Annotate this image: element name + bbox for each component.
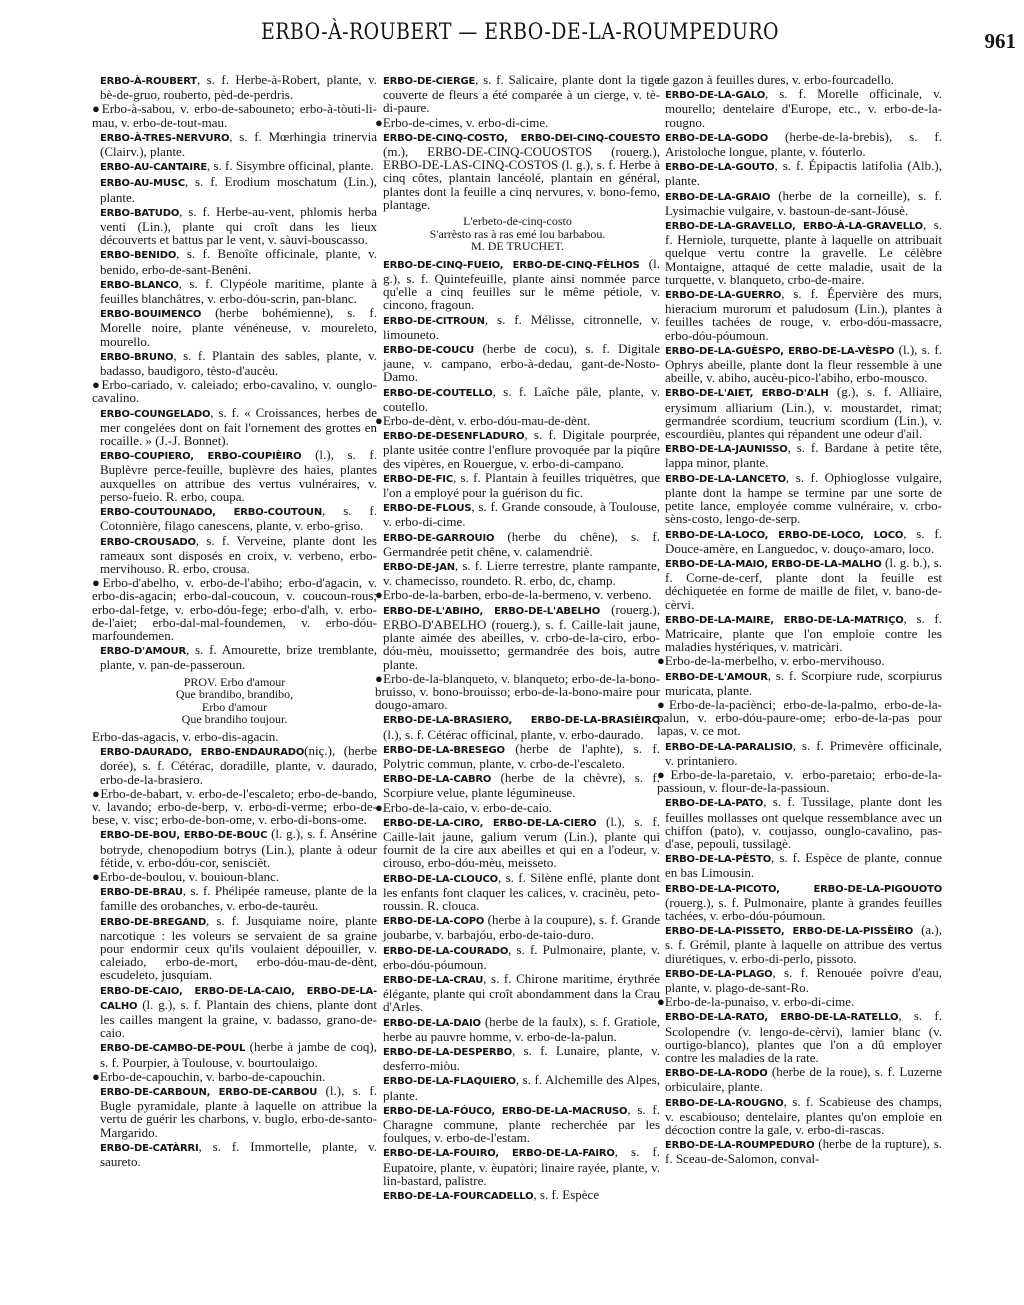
dictionary-entry xyxy=(375,603,660,671)
entry-definition: , s. f. Charagne commune, plante recherchée par les foulques, v. erbo-de-l'estam. xyxy=(383,1101,660,1146)
entry-definition: ●Erbo-de-capouchin, v. barbo-de-capouchin. xyxy=(92,1068,326,1084)
dictionary-entry xyxy=(375,428,660,470)
dictionary-entry xyxy=(657,1009,942,1064)
cross-reference-entry xyxy=(92,870,377,883)
verse-line: Que brandibo, brandibo, xyxy=(175,687,294,702)
dictionary-entry xyxy=(375,500,660,528)
entry-headword: ERBO-DE-CAMBO-DE-POUL xyxy=(100,1043,246,1055)
dictionary-entry xyxy=(657,343,942,385)
entry-headword: ERBO-À-ROUBERT xyxy=(100,76,197,87)
dictionary-entry xyxy=(92,175,377,203)
entry-headword: ERBO-COUPIERO, ERBO-COUPIÈIRO xyxy=(100,451,302,463)
entry-headword: ERBO-DE-LA-FÓUCO, ERBO-DE-LA-MACRUSO xyxy=(383,1105,628,1117)
entry-definition: , s. f. Lierre terrestre, plante rampante, v. chamecisso, roundeto. R. erbo, dc, champ. xyxy=(383,558,660,589)
dictionary-entry xyxy=(92,744,377,786)
dictionary-entry xyxy=(375,972,660,1014)
entry-definition: , s. f. Herniole, turquette, plante à laquelle on attribuait quelque vertu contre la gravelle. Le célèbre Montaigne, attaqué de cette maladie, usait de la turquette, v. blanqueto, crbo-de-maire. xyxy=(665,217,942,287)
entry-definition: (rouerg.), s. f. Pulmonaire, plante à grandes feuilles tachées, v. erbo-dóu-póumoun. xyxy=(665,894,942,923)
dictionary-entry xyxy=(375,530,660,558)
entry-headword: ERBO-DE-LA-PÈSTO xyxy=(665,854,772,866)
entry-headword: ERBO-DE-CIERGE xyxy=(383,76,476,87)
entry-definition: , s. f. Silène enflé, plante dont les enfants font claquer les calices, v. cracinèu, peto-roussin. R. clouca. xyxy=(383,869,660,913)
entry-headword: ERBO-DE-LA-GUERRO xyxy=(665,290,782,302)
entry-definition: , s. f. Jusquiame noire, plante narcotique : les voleurs se servaient de sa graine pour endormir ceux qu'ils voulaient dépouiller, v. caleiado, erbo-de-mort, erbo-dóu-mau-de-dènt, escudeleto, jusquiam. xyxy=(100,912,377,983)
dictionary-entry xyxy=(657,923,942,965)
entry-definition: ●Erbo-de-la-paretaio, v. erbo-paretaio; erbo-de-la-passioun, v. flour-de-la-passioun. xyxy=(657,766,942,796)
entry-headword: ERBO-DE-LA-FOURCADELLO xyxy=(383,1191,534,1203)
dictionary-entry xyxy=(92,406,377,448)
entry-definition: , s. f. Chirone maritime, érythrée élégante, plante qui croît abondamment dans la Crau d'Arles. xyxy=(383,970,660,1015)
verse-line: S'arrèsto ras à ras emé lou barbabou. xyxy=(429,226,606,241)
entry-definition: (l.), s. f. Buplèvre perce-feuille, buplèvre des haies, plantes auxquelles on attribue des vertus vulnéraires, v. perso-fueio. R. erbo, coupa. xyxy=(100,447,377,504)
entry-headword: ERBO-DE-LA-JAUNISSO xyxy=(665,444,788,456)
entry-definition: (l.), s. f. Caille-lait jaune, galium verum (Lin.), plante qui fournit de la cire aux abeilles et qui en a l'odeur, v. cirouso, erbo-dóu-mèu, meisseto. xyxy=(383,813,660,871)
entry-definition: , s. f. Verveine, plante dont les rameaux sont disposés en croix, v. verbeno, erbo-mervihouso. R. erbo, crousa. xyxy=(100,532,377,576)
dictionary-entry xyxy=(375,742,660,770)
entry-headword: ERBO-DE-LA-LANCETO xyxy=(665,473,786,485)
dictionary-entry xyxy=(375,943,660,971)
entry-definition: , s. f. Espèce xyxy=(533,1187,600,1203)
dictionary-entry xyxy=(375,771,660,799)
entry-headword: ERBO-DE-LA-PLAGO xyxy=(665,968,773,980)
entry-headword: ERBO-DE-LA-PATO xyxy=(665,798,764,810)
entry-headword: ERBO-DE-LA-GODO xyxy=(665,132,769,144)
running-header xyxy=(60,20,1016,54)
entry-definition: (m.), ERBO-DE-CINQ-COUOSTOS (rouerg.), ERBO-DE-LAS-CINQ-COSTOS (l. g.), s. f. Herbe à cinq côtes, plantain lancéolé, plantain en général, plantes dont la feuille a cinq nervures, v. bono-femo, plantage. xyxy=(383,144,660,212)
cross-reference-entry xyxy=(92,102,377,128)
cross-reference-entry xyxy=(375,672,660,712)
entry-headword: ERBO-DE-LA-GRAIO xyxy=(665,191,771,203)
entry-headword: ERBO-DE-LA-GRAVELLO, ERBO-À-LA-GRAVELLO xyxy=(665,221,923,233)
verse-line: L'erbeto-de-cinq-costo xyxy=(463,214,572,229)
entry-definition: ●Erbo-à-sabou, v. erbo-de-sabouneto; erbo-à-tòuti-li-mau, v. erbo-de-tout-mau. xyxy=(92,101,377,130)
dictionary-entry xyxy=(657,795,942,850)
dictionary-entry xyxy=(657,966,942,994)
cross-reference-entry xyxy=(375,588,660,601)
dictionary-entry xyxy=(375,342,660,384)
verse-quote xyxy=(92,676,377,726)
entry-headword: ERBO-DE-LA-GOUTO xyxy=(665,162,775,174)
verse-quote xyxy=(375,215,660,253)
entry-headword: ERBO-DE-LA-COPO xyxy=(383,916,485,928)
dictionary-entry xyxy=(375,1103,660,1145)
entry-definition: , s. f. « Croissances, herbes de mer congelées dont on fait l'ornement des grottes en rocaille. » (J.-J. Bonnet). xyxy=(100,404,377,449)
dictionary-entry xyxy=(375,913,660,941)
entry-headword: ERBO-DE-CAIO, ERBO-DE-LA-CAIO, ERBO-DE-LA-CALHO xyxy=(100,985,377,1012)
dictionary-entry xyxy=(375,385,660,413)
entry-headword: ERBO-BLANCO xyxy=(100,279,179,291)
dictionary-entry xyxy=(657,527,942,555)
entry-definition: , s. f. Scorpiure rude, scorpiurus muricata, plante. xyxy=(665,667,942,698)
entry-definition: , s. f. Digitale pourprée, plante usitée contre l'enflure provoquée par la piqûre des vipères, en Rouergue, v. erbo-di-campano. xyxy=(383,427,660,471)
cross-reference-entry xyxy=(92,730,377,743)
entry-headword: ERBO-DE-LA-MAIO, ERBO-DE-LA-MALHO xyxy=(665,558,882,570)
entry-definition: (herbe de la faulx), s. f. Gratiole, herbe au pauvre homme, v. erbo-de-la-palun. xyxy=(383,1013,660,1044)
column-right xyxy=(657,73,942,1293)
cross-reference-entry xyxy=(657,73,942,86)
dictionary-entry xyxy=(375,130,660,211)
entry-definition: (herbe de la chèvre), s. f. Scorpiure velue, plante légumineuse. xyxy=(383,770,660,801)
dictionary-entry xyxy=(92,306,377,348)
entry-definition: , s. f. Plantain des sables, plante, v. badasso, baudigoro, tèsto-d'aucèu. xyxy=(100,347,377,379)
entry-definition: (a.), s. f. Grémil, plante à laquelle on attribue des vertus diurétiques, v. erbo-di-perlo, pissoto. xyxy=(665,922,942,966)
entry-headword: ERBO-DAURADO, ERBO-ENDAURADO xyxy=(100,747,305,759)
entry-definition: Erbo-das-agacis, v. erbo-dis-agacin. xyxy=(92,728,279,744)
entry-headword: ERBO-BRUNO xyxy=(100,351,174,363)
entry-headword: ERBO-DE-CATÀRRI xyxy=(100,1142,199,1154)
entry-headword: ERBO-À-TRES-NERVURO xyxy=(100,132,230,144)
entry-headword: ERBO-BATUDO xyxy=(100,207,180,219)
cross-reference-entry xyxy=(375,116,660,129)
entry-definition: , s. f. Scabieuse des champs, v. escabiouso; dentelaire, plantes qu'on emploie en décoction contre la gale, v. erbo-di-rascas. xyxy=(665,1093,942,1138)
dictionary-entry xyxy=(657,1137,942,1165)
entry-headword: ERBO-DE-BRAU xyxy=(100,887,183,899)
entry-definition: (herbe à la coupure), s. f. Grande joubarbe, v. barbajóu, erbo-de-taio-duro. xyxy=(383,912,660,943)
dictionary-entry xyxy=(657,130,942,158)
dictionary-entry xyxy=(375,712,660,740)
entry-definition: ●Erbo-de-la-barben, erbo-de-la-bermeno, v. verbeno. xyxy=(375,587,652,603)
entry-definition: , s. f. Salicaire, plante dont la tige couverte de fleurs a été comparée à un cierge, v. tè-di-paure. xyxy=(383,73,660,116)
entry-headword: ERBO-DE-LA-PARALISIO xyxy=(665,741,793,753)
entry-definition: de gazon à feuilles dures, v. erbo-fourcadello. xyxy=(657,73,895,87)
entry-definition: , s. f. Cotonnière, filago canescens, plante, v. erbo-griso. xyxy=(100,503,377,534)
entry-headword: ERBO-DE-JAN xyxy=(383,562,455,574)
entry-definition: (herbe de cocu), s. f. Digitale jaune, v. campano, erbo-à-dedau, gant-de-Nosto-Damo. xyxy=(383,341,660,385)
column-left xyxy=(92,73,377,1293)
entry-headword: ERBO-DE-LA-RATO, ERBO-DE-LA-RATELLO xyxy=(665,1012,899,1024)
entry-definition: (rouerg.), ERBO-D'ABELHO (rouerg.), s. f. Caille-lait jaune, plante aimée des abeilles, v. crbo-de-la-ciro, erbo-dóu-mèu, mouissetto; germandrée des bois, autre plante. xyxy=(383,601,660,672)
entry-definition: , s. f. Douce-amère, en Languedoc, v. douço-amaro, loco. xyxy=(665,525,942,556)
entry-headword: ERBO-DE-LA-CABRO xyxy=(383,774,492,786)
entry-definition: , s. f. Herbe-au-vent, phlomis herba venti (Lin.), plante qui croît dans les lieux découverts et battus par le vent, v. sàuvi-bouscasso. xyxy=(100,203,377,248)
dictionary-entry xyxy=(92,1040,377,1068)
entry-definition: , s. f. Immortelle, plante, v. saureto. xyxy=(100,1138,377,1169)
entry-definition: (l. g.), s. f. Plantain des chiens, plante dont les cailles mangent la graine, v. badasso, grano-de-caio. xyxy=(100,996,377,1041)
entry-headword: ERBO-AU-CANTAIRE xyxy=(100,162,207,174)
entry-definition: , s. f. Phélipée rameuse, plante de la famille des orobanches, v. erbo-de-taurèu. xyxy=(100,883,377,914)
verse-line: M. DE TRUCHET. xyxy=(471,239,564,254)
dictionary-entry xyxy=(92,349,377,377)
entry-headword: ERBO-DE-LA-FLAQUIERO xyxy=(383,1076,516,1088)
entry-headword: ERBO-DE-LA-RODO xyxy=(665,1068,768,1080)
entry-headword: ERBO-DE-LA-CLOUCO xyxy=(383,873,498,885)
entry-definition: ●Erbo-de-la-blanqueto, v. blanqueto; erbo-de-la-bono-bruisso, v. bono-brouisso; erbo-de-la-bono-maire pour dougo-amaro. xyxy=(375,670,660,713)
cross-reference-entry xyxy=(92,378,377,404)
dictionary-entry xyxy=(92,247,377,275)
dictionary-entry xyxy=(375,1188,660,1203)
cross-reference-entry xyxy=(657,768,942,794)
entry-headword: ERBO-DE-L'AMOUR xyxy=(665,671,768,683)
entry-headword: ERBO-DE-LA-ROUGNO xyxy=(665,1097,784,1109)
entry-headword: ERBO-DE-COUTELLO xyxy=(383,387,493,399)
dictionary-entry xyxy=(375,1145,660,1187)
entry-definition: ●Erbo-de-la-paciènci; erbo-de-la-palmo, erbo-de-la-palun, v. erbo-dóu-paure-ome; erbo-de-la-pas pour lapas, v. ce mot. xyxy=(657,696,942,739)
entry-definition: ●Erbo-de-boulou, v. bouioun-blanc. xyxy=(92,868,280,884)
running-head-title: ERBO-À-ROUBERT — ERBO-DE-LA-ROUMPEDURO xyxy=(261,20,779,45)
entry-definition: ●Erbo-de-la-merbelho, v. erbo-mervihouso. xyxy=(657,653,885,669)
page-number: 961 xyxy=(984,29,1016,53)
entry-headword: ERBO-DE-L'AIET, ERBO-D'ALH xyxy=(665,388,829,400)
entry-definition: , s. f. Laîche pâle, plante, v. coutello. xyxy=(383,383,660,414)
dictionary-entry xyxy=(657,881,942,923)
entry-headword: ERBO-DE-LA-ROUMPEDURO xyxy=(665,1140,815,1152)
entry-definition: ●Erbo-cariado, v. caleiado; erbo-cavalino, v. ounglo-cavalino. xyxy=(92,377,377,406)
dictionary-entry xyxy=(657,612,942,654)
dictionary-entry xyxy=(657,669,942,697)
dictionary-entry xyxy=(657,471,942,526)
dictionary-entry xyxy=(657,159,942,187)
dictionary-entry xyxy=(92,205,377,247)
entry-headword: ERBO-BENIDO xyxy=(100,250,177,262)
entry-definition: , s. f. Eupatoire, plante, v. èupatòri; linaire rayée, plante, v. lin-bastard, palistre. xyxy=(383,1144,660,1188)
dictionary-entry xyxy=(375,559,660,587)
entry-definition: (herbe de la roue), s. f. Luzerne orbiculaire, plante. xyxy=(665,1064,942,1095)
dictionary-entry xyxy=(657,1065,942,1093)
entry-headword: ERBO-DE-LA-DAIO xyxy=(383,1017,481,1029)
dictionary-entry xyxy=(92,534,377,576)
entry-headword: ERBO-DE-LA-CIRO, ERBO-DE-LA-CIERO xyxy=(383,817,597,829)
entry-definition: (l. g.), s. f. Quintefeuille, plante ainsi nommée parce qu'elle a cinq feuilles sur le même pétiole, v. cincono, fragoun. xyxy=(383,255,660,313)
entry-definition: ●Erbo-de-la-caio, v. erbo-de-caio. xyxy=(375,799,552,815)
cross-reference-entry xyxy=(375,801,660,814)
entry-definition: (l. g. b.), s. f. Corne-de-cerf, plante dont la feuille est déchiquetée en forme de maille de filet, v. bano-de-cèrvi. xyxy=(665,554,942,612)
entry-definition: , s. f. Erodium moschatum (Lin.), plante. xyxy=(100,174,377,205)
entry-definition: ●Erbo-de-cimes, v. erbo-di-cime. xyxy=(375,114,549,130)
entry-definition: , s. f. Clypéole maritime, plante à feuilles blanchâtres, v. erbo-dóu-scrin, pan-blanc. xyxy=(100,275,377,307)
entry-headword: ERBO-COUNGELADO xyxy=(100,408,211,420)
dictionary-entry xyxy=(375,73,660,115)
dictionary-entry xyxy=(92,983,377,1040)
entry-headword: ERBO-AU-MUSC xyxy=(100,178,185,190)
dictionary-entry xyxy=(657,1095,942,1137)
entry-definition: , s. f. Herbe-à-Robert, plante, v. bè-de-gruo, rouberto, pèd-de-perdris. xyxy=(100,73,377,103)
entry-definition: (l.), s. f. Cétérac officinal, plante, v. erbo-daurado. xyxy=(383,726,644,742)
dictionary-entry xyxy=(375,1073,660,1101)
entry-headword: ERBO-DE-LA-MAIRE, ERBO-DE-LA-MATRIÇO xyxy=(665,614,904,626)
dictionary-entry xyxy=(375,871,660,913)
entry-definition: , s. f. Primevère officinale, v. printaniero. xyxy=(665,737,942,768)
entry-definition: (l.), s. f. Ophrys abeille, plante dont la fleur ressemble à une abeille, v. abiho, aucèu-pico-l'abiho, erbo-mousco. xyxy=(665,341,942,386)
entry-definition: , s. f. Grande consoude, à Toulouse, v. erbo-di-cime. xyxy=(383,499,660,530)
entry-definition: ●Erbo-de-babart, v. erbo-de-l'escaleto; erbo-de-bando, v. lavando; erbo-de-berp, v. erbo-di-verme; erbo-de-bese, v. visc; erbo-de-bon-ome, v. erbo-di-bons-ome. xyxy=(92,785,377,828)
entry-definition: (l. g.), s. f. Ansérine botryde, chenopodium botrys (Lin.), plante à odeur fétide, v. erbo-dóu-cor, seniscièt. xyxy=(100,826,377,870)
entry-definition: , s. f. Mœrhingia trinervia (Clairv.), plante. xyxy=(100,128,377,160)
dictionary-entry xyxy=(92,73,377,101)
entry-definition: ●Erbo-de-la-punaiso, v. erbo-di-cime. xyxy=(657,994,855,1010)
entry-headword: ERBO-BOUIMENCO xyxy=(100,309,202,321)
entry-definition: (herbe du chêne), s. f. Germandrée petit chêne, v. calamendriè. xyxy=(383,528,660,559)
dictionary-entry xyxy=(375,1015,660,1043)
dictionary-entry xyxy=(657,189,942,217)
dictionary-entry xyxy=(92,914,377,982)
dictionary-entry xyxy=(92,159,377,174)
dictionary-entry xyxy=(657,851,942,879)
entry-headword: ERBO-DE-LA-BRASIERO, ERBO-DE-LA-BRASIÈIRO xyxy=(383,715,660,727)
entry-headword: ERBO-DE-LA-GALO xyxy=(665,90,765,102)
entry-definition: (herbe de la rupture), s. f. Sceau-de-Salomon, conval- xyxy=(665,1136,942,1167)
entry-headword: ERBO-DE-CITROUN xyxy=(383,315,485,327)
entry-headword: ERBO-DE-DESENFLADURO xyxy=(383,431,525,443)
dictionary-columns xyxy=(92,73,950,1293)
cross-reference-entry xyxy=(657,654,942,667)
dictionary-entry xyxy=(92,277,377,305)
dictionary-entry xyxy=(92,1140,377,1168)
entry-definition: (herbe bohémienne), s. f. Morelle noire, plante vénéneuse, v. moureleto, mourello. xyxy=(100,305,377,349)
dictionary-entry xyxy=(92,827,377,869)
dictionary-entry xyxy=(375,815,660,870)
dictionary-entry xyxy=(92,130,377,158)
cross-reference-entry xyxy=(92,1070,377,1083)
dictionary-entry xyxy=(92,448,377,503)
entry-definition: , s. f. Espèce de plante, connue en bas Limousin. xyxy=(665,850,942,881)
entry-headword: ERBO-DE-GARROUIO xyxy=(383,532,495,544)
entry-definition: , s. f. Pulmonaire, plante, v. erbo-dóu-póumoun. xyxy=(383,941,660,972)
dictionary-entry xyxy=(375,257,660,312)
entry-definition: , s. f. Amourette, brize tremblante, plante, v. pan-de-passeroun. xyxy=(100,642,377,673)
entry-headword: ERBO-DE-L'ABIHO, ERBO-DE-L'ABELHO xyxy=(383,605,601,617)
cross-reference-entry xyxy=(375,414,660,427)
entry-headword: ERBO-DE-LA-PISSETO, ERBO-DE-LA-PISSÈIRO xyxy=(665,926,914,938)
entry-definition: ●Erbo-de-dènt, v. erbo-dóu-mau-de-dènt. xyxy=(375,413,591,429)
entry-headword: ERBO-DE-LA-PICOTO, ERBO-DE-LA-PIGOUOTO xyxy=(665,883,942,895)
entry-definition: , s. f. Bardane à petite tête, lappa minor, plante. xyxy=(665,440,942,471)
entry-headword: ERBO-DE-CINQ-COSTO, ERBO-DEI-CINQ-COUESTO xyxy=(383,132,660,144)
entry-definition: , s. f. Mélisse, citronnelle, v. limouneto. xyxy=(383,311,660,342)
entry-definition: , s. f. Alchemille des Alpes, plante. xyxy=(383,1072,660,1103)
entry-headword: ERBO-DE-BREGAND xyxy=(100,916,207,928)
dictionary-entry xyxy=(657,87,942,129)
entry-definition: , s. f. Matricaire, plante que l'on emploie contre les maladies hystériques, v. matricàri. xyxy=(665,610,942,655)
dictionary-entry xyxy=(92,504,377,532)
entry-definition: (l.), s. f. Bugle pyramidale, plante à laquelle on attribue la vertu de guérir les charbons, v. buglo, erbo-de-santo-Margarido. xyxy=(100,1082,377,1140)
entry-definition: , s. f. Benoîte officinale, plante, v. benido, erbo-de-sant-Benêni. xyxy=(100,246,377,277)
dictionary-entry xyxy=(657,385,942,440)
cross-reference-entry xyxy=(92,576,377,642)
entry-definition: (herbe à jambe de coq), s. f. Pourpier, à Toulouse, v. bourtoulaigo. xyxy=(100,1039,377,1070)
cross-reference-entry xyxy=(92,787,377,827)
entry-definition: , s. f. Tussilage, plante dont les feuilles mollasses ont quelque ressemblance avec un chiffon (pato), v. coujasso, ounglo-cavalino, pas-d'ase, pepouli, tussilagè. xyxy=(665,794,942,851)
dictionary-entry xyxy=(92,643,377,671)
dictionary-entry xyxy=(657,287,942,342)
entry-headword: ERBO-DE-LA-FOUIRO, ERBO-DE-LA-FAIRO xyxy=(383,1148,615,1160)
dictionary-entry xyxy=(375,1044,660,1072)
entry-definition: , s. f. Lunaire, plante, v. desferro-miòu. xyxy=(383,1042,660,1074)
dictionary-entry xyxy=(657,441,942,469)
entry-headword: ERBO-DE-FIC xyxy=(383,473,453,485)
entry-definition: , s. f. Sisymbre officinal, plante. xyxy=(206,158,374,174)
entry-headword: ERBO-COUTOUNADO, ERBO-COUTOUN xyxy=(100,507,323,519)
entry-definition: (herbe-de-la-brebis), s. f. Aristoloche longue, plante, v. fóuterlo. xyxy=(665,128,942,160)
dictionary-entry xyxy=(657,218,942,286)
entry-headword: ERBO-DE-LA-CRAU xyxy=(383,974,484,986)
entry-definition: (niç.), (herbe dorée), s. f. Cétérac, doradille, plante, v. daurado, erbo-de-la-brasiero. xyxy=(100,743,377,787)
entry-definition: , s. f. Épipactis latifolia (Alb.), plante. xyxy=(665,158,942,189)
entry-headword: ERBO-D'AMOUR xyxy=(100,646,186,658)
dictionary-entry xyxy=(375,471,660,499)
entry-headword: ERBO-DE-CINQ-FUEIO, ERBO-DE-CINQ-FÈLHOS xyxy=(383,259,640,271)
entry-definition: , s. f. Épervière des murs, hieracium murorum et paludosum (Lin.), plantes à feuilles tachées de rouge, v. erbo-dóu-massacre, erbo-dóu-póumoun. xyxy=(665,286,942,343)
entry-definition: , s. f. Morelle officinale, v. mourello; dentelaire d'Europe, etc., v. erbo-de-la-rougno. xyxy=(665,86,942,130)
entry-definition: (g.), s. f. Alliaire, erysimum alliarium (Lin.), v. moustardet, rimat; germandrée scordium, teucrium scordium (Lin.), v. escourdièu, plantes qui répandent une odeur d'ail. xyxy=(665,384,942,442)
entry-headword: ERBO-DE-LA-GUÈSPO, ERBO-DE-LA-VÈSPO xyxy=(665,345,895,357)
cross-reference-entry xyxy=(657,995,942,1008)
verse-line: Erbo d'amour xyxy=(201,699,268,714)
entry-definition: (herbe de la corneille), s. f. Lysimachie vulgaire, v. bastoun-de-sant-Jóusè. xyxy=(665,187,942,218)
dictionary-entry xyxy=(657,739,942,767)
entry-definition: ●Erbo-d'abelho, v. erbo-de-l'abiho; erbo-d'agacin, v. erbo-dis-agacin; erbo-dal-coucoun, v. coucoun-rous; erbo-dal-fetge, v. erbo-dóu-fege; erbo-d'alh, v. erbo-de-l'aiet; erbo-dal-mal-foundemen, v. erbo-dóu-marfoundemen. xyxy=(92,575,377,643)
entry-headword: ERBO-DE-FLOUS xyxy=(383,503,472,515)
entry-definition: , s. f. Plantain à feuilles triquètres, que l'on a employé pour la guérison du fic. xyxy=(383,469,660,501)
dictionary-entry xyxy=(375,313,660,341)
entry-headword: ERBO-DE-LA-DESPERBO xyxy=(383,1046,513,1058)
verse-line: PROV. Erbo d'amour xyxy=(183,674,286,689)
entry-definition: (herbe de l'aphte), s. f. Polytric commun, plante, v. crbo-de-l'escaleto. xyxy=(383,740,660,771)
dictionary-entry xyxy=(92,884,377,912)
dictionary-entry xyxy=(92,1084,377,1139)
entry-headword: ERBO-DE-CARBOUN, ERBO-DE-CARBOU xyxy=(100,1086,318,1098)
entry-headword: ERBO-DE-LA-BRESEGO xyxy=(383,744,505,756)
entry-definition: , s. f. Ophioglosse vulgaire, plante dont la hampe se termine par une sorte de petite lance, employée comme vulnéraire, v. crbo-sèns-costo, lengo-de-serp. xyxy=(665,469,942,527)
verse-line: Que brandiho toujour. xyxy=(181,712,288,727)
dictionary-entry xyxy=(657,556,942,611)
column-middle xyxy=(375,73,660,1293)
cross-reference-entry xyxy=(657,698,942,738)
entry-definition: , s. f. Scolopendre (v. lengo-de-cèrvi), lamier blanc (v. ourtigo-blanco), plantes que l'on a dû employer contre les maladies de la rate. xyxy=(665,1008,942,1066)
entry-headword: ERBO-DE-BOU, ERBO-DE-BOUC xyxy=(100,830,268,842)
entry-headword: ERBO-DE-LA-LOCO, ERBO-DE-LOCO, LOCO xyxy=(665,529,904,541)
entry-headword: ERBO-DE-COUCU xyxy=(383,345,475,357)
entry-headword: ERBO-CROUSADO xyxy=(100,536,196,548)
entry-headword: ERBO-DE-LA-COURADO xyxy=(383,945,509,957)
entry-definition: , s. f. Renouée poivre d'eau, plante, v. plago-de-sant-Ro. xyxy=(665,964,942,995)
